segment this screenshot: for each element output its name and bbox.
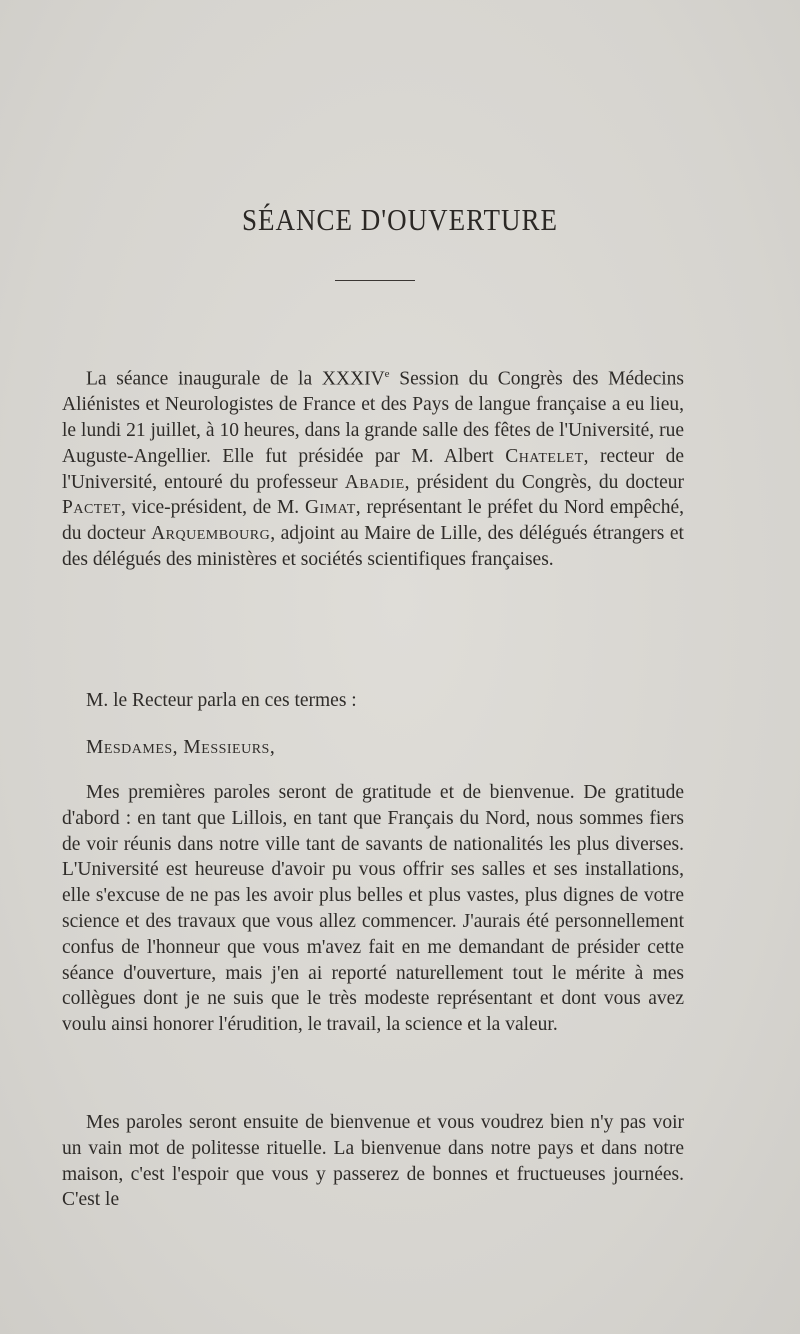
name-gimat: Gimat [304,497,356,519]
speech-salutation: Mesdames, Messieurs, [86,737,276,758]
intro-text-1: La séance inaugurale de la XXXIV [86,368,385,390]
name-arquembourg: Arquembourg [151,523,271,545]
name-pactet: Pactet [62,497,121,519]
name-abadie: Abadie [344,471,405,493]
intro-text-6: , représentant le préfet du Nord empêché, du docteur [62,497,684,545]
speech-paragraph-1: Mes premières paroles seront de gratitude et de bienvenue. De gratitude d'abord : en tant que Lillois, en tant que Français du Nord, nous sommes fiers de voir réunis dans notre ville tant de savants de nationalités les plus diverses. L'Université est heureuse d'avoir pu vous offrir ses salles et ses installations, elle s'excuse de ne pas les avoir plus belles et plus vastes, plus dignes de votre science et des travaux que vous allez commencer. J'aurais été personnellement confus de l'honneur que vous m'avez fait en me demandant de présider cette séance d'ouverture, mais j'en ai reporté naturellement tout le mérite à mes collègues dont je ne suis que le très modeste représentant et dont vous avez voulu ainsi honorer l'érudition, le travail, la science et la valeur. [62,782,684,1036]
intro-text-4: , président du Congrès, du docteur [404,471,684,493]
name-chatelet: Chatelet [505,445,584,467]
title-divider [335,280,415,281]
speech-lead: M. le Recteur parla en ces termes : [86,690,357,711]
page-title: SÉANCE D'OUVERTURE [242,203,558,237]
intro-text-3: , recteur de l'Université, entouré du professeur [62,445,684,493]
intro-text-7: , adjoint au Maire de Lille, des délégués étrangers et des délégués des ministères et sociétés scientifiques françaises. [62,523,684,571]
ordinal-superscript: e [384,368,390,380]
speech-paragraph-2: Mes paroles seront ensuite de bienvenue et vous voudrez bien n'y pas voir un vain mot de politesse rituelle. La bienvenue dans notre pays et dans notre maison, c'est l'espoir que vous y passerez de bonnes et fructueuses journées. C'est le [62,1112,684,1211]
intro-paragraph [62,362,684,573]
intro-text-2: Session du Congrès des Médecins Aliénistes et Neurologistes de France et des Pays de langue française a eu lieu, le lundi 21 juillet, à 10 heures, dans la grande salle des fêtes de l'Université, rue Auguste-Angellier. Elle fut présidée par M. Albert [62,368,684,467]
intro-text-5: , vice-président, de M. [120,497,305,519]
